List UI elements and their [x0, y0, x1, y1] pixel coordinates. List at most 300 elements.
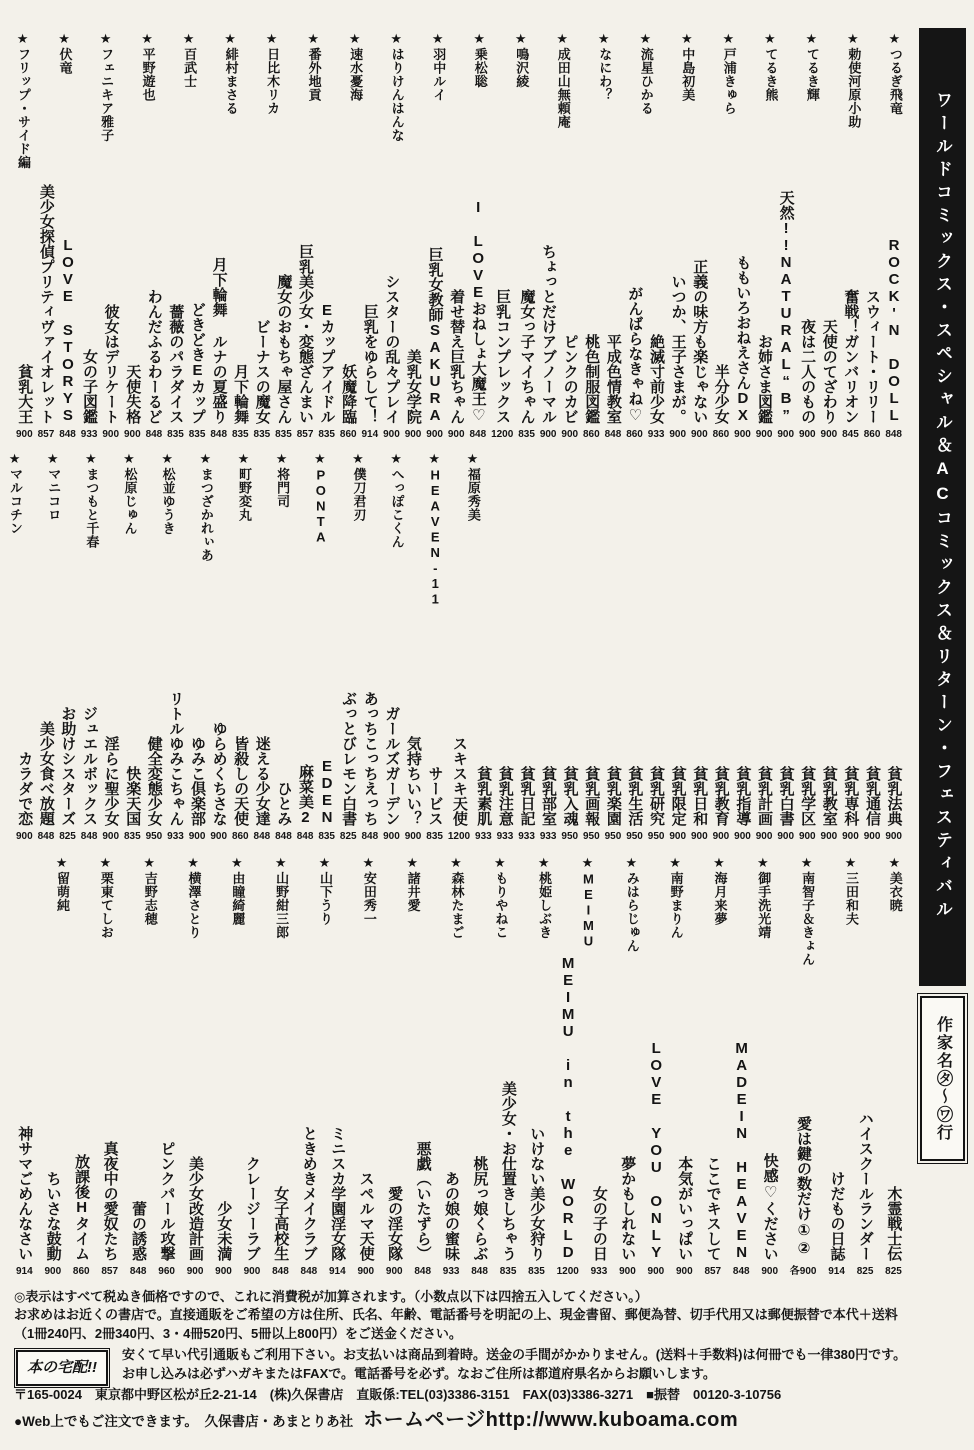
author-name: ★てるき輝 — [804, 32, 820, 102]
book-entry — [59, 237, 76, 440]
book-price: 845 — [842, 429, 859, 440]
title-row-1 — [16, 150, 902, 440]
book-title: ちょっとだけアブノーマル — [540, 244, 558, 424]
book-price: 848 — [253, 831, 271, 842]
book-title: 女の子図鑑 — [81, 349, 98, 424]
book-entry — [561, 334, 578, 440]
book-price: 860 — [712, 429, 730, 440]
book-entry — [210, 257, 227, 440]
book-entry — [857, 1111, 874, 1277]
book-price: 835 — [253, 429, 271, 440]
book-title: 月下輪舞 — [232, 364, 250, 424]
series-banner — [919, 28, 966, 986]
book-entry — [583, 766, 600, 842]
book-title: I LOVEおねしょ大魔王♡ — [469, 199, 487, 424]
book-entry — [130, 1201, 147, 1277]
book-price: 950 — [626, 831, 643, 842]
author-name: ★海月来夢 — [712, 856, 728, 926]
book-title: 魔女のおもちゃ屋さん — [275, 274, 293, 424]
book-title: ひとみ — [275, 781, 293, 826]
book-title: ビーナスの魔女 — [253, 319, 271, 424]
book-price: 900 — [755, 831, 773, 842]
book-title: 天使のてざわり — [820, 319, 838, 424]
book-price: 933 — [590, 1266, 608, 1277]
book-price: 900 — [820, 831, 838, 842]
book-title: 蕾の誘惑 — [130, 1201, 148, 1261]
book-title: 愛の淫女隊 — [386, 1186, 404, 1261]
book-price: 900 — [404, 831, 422, 842]
book-price: 848 — [296, 831, 314, 842]
book-entry — [59, 706, 76, 842]
book-title: 女の子の日 — [590, 1186, 608, 1261]
book-price: 848 — [37, 831, 55, 842]
author-index-label: 作家名㋟～㋻行 — [934, 1015, 952, 1142]
book-price: 860 — [72, 1266, 90, 1277]
author-name: ★三田和夫 — [843, 856, 859, 926]
author-name: ★百武士 — [182, 32, 198, 88]
book-price: 900 — [383, 831, 400, 842]
author-name: ★将門司 — [275, 452, 291, 508]
book-price: 900 — [675, 1266, 693, 1277]
book-entry — [44, 1171, 61, 1277]
book-entry — [734, 255, 751, 440]
book-price: 900 — [215, 1266, 232, 1277]
book-price: 835 — [426, 831, 443, 842]
book-entry — [626, 766, 643, 842]
book-entry — [799, 766, 816, 842]
book-entry — [648, 1040, 665, 1277]
book-entry — [81, 706, 98, 842]
book-entry — [405, 349, 422, 440]
book-entry — [540, 244, 557, 440]
book-entry — [146, 736, 163, 842]
book-title: 貧乳研究 — [648, 766, 665, 826]
book-title: ちいさな鼓動 — [44, 1171, 62, 1261]
author-name: ★MEIMU — [580, 856, 596, 949]
book-price: 848 — [604, 429, 622, 440]
homepage-url: ホームページhttp://www.kuboama.com — [363, 1409, 739, 1432]
book-title: 巨乳コンプレックス — [494, 289, 512, 424]
book-entry — [557, 955, 579, 1277]
book-entry — [842, 289, 859, 440]
book-title: 放課後Hタイム — [73, 1154, 91, 1261]
book-title: 夜は二人のもの — [799, 319, 817, 424]
book-title: 少女未満 — [215, 1201, 233, 1261]
book-title: シスターの乱々プレイ — [383, 274, 401, 424]
book-title: 正義の味方も楽じゃない — [691, 259, 709, 424]
book-entry — [187, 1156, 204, 1277]
author-name: ★まつざかれぃあ — [198, 452, 214, 562]
author-name: ★日比木リカ — [265, 32, 281, 115]
book-price: 900 — [188, 831, 206, 842]
book-title: 貧乳教室 — [820, 766, 838, 826]
mail-order-note: お求めはお近くの書店で。直接通販をご希望の方は住所、氏名、年齢、電話番号を明記の上、現金書留、郵便為替、切手代用又は郵便振替で本代＋送料 — [14, 1307, 898, 1323]
author-name: ★みはらじゅん — [624, 856, 640, 953]
web-order-line — [14, 1406, 964, 1434]
book-price: 835 — [231, 429, 249, 440]
book-price: 900 — [647, 1266, 665, 1277]
book-title: 貧乳楽園 — [604, 766, 622, 826]
book-price: 1200 — [556, 1266, 579, 1277]
author-name: ★横澤さとり — [186, 856, 202, 939]
book-price: 933 — [539, 831, 557, 842]
book-price: 900 — [842, 831, 859, 842]
book-price: 857 — [37, 429, 55, 440]
book-title: 気持ちいい？ — [404, 736, 422, 826]
book-entry — [475, 766, 492, 842]
book-price: 848 — [272, 1266, 289, 1277]
book-price: 900 — [243, 1266, 261, 1277]
author-name: ★番外地貢 — [306, 32, 322, 102]
book-price: 848 — [129, 1266, 147, 1277]
book-entry — [167, 304, 184, 440]
book-title: 美少女食べ放題 — [37, 721, 55, 826]
book-title: EDEN — [318, 758, 336, 826]
book-price: 1200 — [491, 429, 514, 440]
book-title: あっちこっちえっち — [361, 691, 379, 826]
book-entry — [518, 766, 535, 842]
book-title: ときめきメイクラブ — [300, 1126, 318, 1261]
book-title: 貧乳限定 — [669, 766, 687, 826]
book-entry — [669, 274, 686, 440]
book-title: 貧乳日記 — [518, 766, 536, 826]
book-title: 真夜中の愛奴たち — [101, 1141, 119, 1261]
publisher-address: 〒165-0024 東京都中野区松が丘2-21-14 (株)久保書店 直販係:TEL(03)3386-3151 FAX(03)3386-3271 ■振替 00120-3-10756 — [14, 1386, 782, 1402]
book-entry — [272, 1186, 289, 1277]
book-entry — [500, 1081, 517, 1277]
book-entry — [540, 766, 557, 842]
book-price: 933 — [475, 831, 492, 842]
book-entry — [704, 1156, 721, 1277]
book-title: ピンクのカビ — [561, 334, 579, 424]
author-name: ★伏竜 — [57, 32, 73, 75]
delivery-box-label: 本の宅配!! — [16, 1350, 108, 1385]
book-entry — [340, 364, 357, 440]
book-entry — [777, 190, 794, 440]
book-entry — [124, 766, 141, 842]
book-title: MEIMU in the WORLD — [559, 955, 577, 1261]
book-price: 835 — [528, 1266, 545, 1277]
book-price: 900 — [755, 429, 773, 440]
book-entry — [405, 736, 422, 842]
book-price: 860 — [626, 429, 643, 440]
book-title: スキスキ天使 — [450, 736, 468, 826]
book-entry — [386, 1186, 403, 1277]
author-row-2 — [8, 452, 481, 607]
book-price: 860 — [583, 429, 600, 440]
book-price: 900 — [102, 429, 120, 440]
book-entry — [691, 766, 708, 842]
book-title: 天使失格 — [124, 364, 142, 424]
book-price: 900 — [690, 831, 708, 842]
book-entry — [232, 736, 249, 842]
book-title: 桃色制服図鑑 — [583, 334, 601, 424]
author-name: ★由瞳綺麗 — [230, 856, 246, 926]
book-title: スペルマ天使 — [357, 1171, 375, 1261]
author-name: ★緋村まさる — [223, 32, 239, 115]
author-name: ★諸井愛 — [405, 856, 421, 912]
book-title: お助けシスターズ — [59, 706, 77, 826]
author-name: ★松原じゅん — [122, 452, 138, 535]
book-entry — [426, 247, 443, 440]
book-title: 麻菜美2 — [296, 764, 314, 826]
book-price: 835 — [123, 831, 141, 842]
book-price: 914 — [328, 1266, 346, 1277]
author-name: ★成田山無頼庵 — [555, 32, 571, 129]
book-entry — [38, 184, 55, 440]
book-price: 900 — [383, 429, 400, 440]
book-entry — [443, 1171, 460, 1277]
book-title: 木霊戦士伝 — [885, 1186, 903, 1261]
book-price: 848 — [210, 429, 228, 440]
book-entry — [761, 1153, 778, 1277]
book-price: 900 — [186, 1266, 204, 1277]
book-entry — [244, 1156, 261, 1277]
book-title: サービス — [426, 766, 444, 826]
book-title: ROCK'N DOLL — [885, 237, 903, 424]
book-entry — [362, 691, 379, 842]
book-price: 各900 — [789, 1266, 817, 1277]
book-price: 900 — [561, 429, 579, 440]
author-name: ★留萌純 — [55, 856, 71, 912]
book-entry — [297, 244, 314, 440]
book-title: 本気がいっぱい — [676, 1156, 694, 1261]
book-entry — [790, 1116, 817, 1277]
book-price: 825 — [856, 1266, 874, 1277]
book-price: 835 — [518, 429, 535, 440]
book-title: あの娘の蜜味 — [443, 1171, 461, 1261]
web-order-prefix: ●Web上でもご注文できます。 久保書店・あまとりあ社 — [14, 1414, 354, 1430]
book-entry — [232, 364, 249, 440]
book-entry — [885, 1186, 902, 1277]
author-row-3 — [55, 856, 902, 1006]
book-price: 1200 — [447, 831, 471, 842]
book-entry — [669, 766, 686, 842]
book-entry — [619, 1156, 636, 1277]
book-title: ピンクパール攻撃 — [158, 1141, 176, 1261]
book-title: 貧乳日和 — [691, 766, 709, 826]
author-name: ★マニコロ — [46, 452, 62, 522]
book-title: 貧乳画報 — [583, 766, 601, 826]
book-entry — [73, 1154, 90, 1277]
book-title: 貧乳生活 — [626, 766, 644, 826]
book-title: 美乳女学院 — [404, 349, 422, 424]
book-price: 835 — [499, 1266, 517, 1277]
book-price: 900 — [820, 429, 838, 440]
book-entry — [528, 1126, 545, 1277]
book-title: 淫らに聖少女 — [102, 736, 120, 826]
series-title: ワールドコミックス・スペシャル＆ACコミックス＆リターン・フェスティバル — [933, 91, 952, 923]
author-name: ★つるぎ飛竜 — [887, 32, 903, 115]
book-title: けだもの日誌 — [828, 1171, 846, 1261]
book-title: 夢かもしれない — [619, 1156, 637, 1261]
book-price: 914 — [361, 429, 379, 440]
book-price: 857 — [101, 1266, 119, 1277]
author-name: ★松並ゆうき — [160, 452, 176, 535]
book-entry — [383, 274, 400, 440]
book-title: 皆殺しの天使 — [232, 736, 250, 826]
book-title: ぶっとびレモン白書 — [340, 691, 358, 826]
book-entry — [471, 1156, 488, 1277]
book-title: ミニスカ学園淫女隊 — [329, 1126, 347, 1261]
book-entry — [561, 766, 578, 842]
book-title: 貧乳大王 — [16, 364, 34, 424]
author-name: ★栗東てしお — [98, 856, 114, 939]
author-name: ★勅使河原小助 — [846, 32, 862, 129]
book-entry — [469, 199, 486, 440]
book-price: 900 — [44, 1266, 62, 1277]
book-title: 快感♡ください — [761, 1153, 779, 1261]
book-price: 900 — [210, 831, 228, 842]
book-entry — [329, 1126, 346, 1277]
title-row-2 — [16, 636, 902, 842]
book-price: 900 — [16, 831, 33, 842]
book-title: 半分少女 — [712, 364, 730, 424]
book-entry — [124, 364, 141, 440]
book-price: 933 — [647, 429, 665, 440]
book-price: 900 — [669, 429, 687, 440]
book-title: 美少女改造計画 — [186, 1156, 204, 1261]
author-name: ★速水憂海 — [348, 32, 364, 102]
book-entry — [210, 721, 227, 842]
book-title: 貧乳法典 — [885, 766, 903, 826]
book-price: 825 — [885, 1266, 902, 1277]
book-price: 933 — [442, 1266, 460, 1277]
book-title: 着せ替え巨乳ちゃん — [448, 289, 466, 424]
book-title: リトルゆみこちゃん — [167, 691, 185, 826]
book-title: ハイスクールランダー — [856, 1111, 874, 1261]
book-entry — [842, 766, 859, 842]
book-entry — [275, 274, 292, 440]
book-entry — [158, 1141, 175, 1277]
book-entry — [297, 764, 314, 842]
book-title: 奮戦！ガンバリオン — [842, 289, 860, 424]
book-price: 835 — [318, 831, 335, 842]
book-price: 900 — [885, 831, 902, 842]
book-title: 巨乳女教師SAKURA — [426, 247, 444, 424]
book-title: 薔薇のパラダイス — [167, 304, 185, 424]
book-entry — [38, 721, 55, 842]
book-entry — [254, 319, 271, 440]
author-name: ★もりやねこ — [493, 856, 509, 939]
author-name: ★てるき熊 — [763, 32, 779, 102]
book-title: カラダで恋 — [16, 751, 34, 826]
book-price: 848 — [885, 429, 902, 440]
book-price: 825 — [59, 831, 76, 842]
book-entry — [691, 259, 708, 440]
book-entry — [648, 334, 665, 440]
book-entry — [357, 1171, 374, 1277]
book-title: 貧乳素肌 — [475, 766, 493, 826]
book-title: 妖魔降臨 — [340, 364, 358, 424]
book-title: 桃尻っ娘くらぶ — [471, 1156, 489, 1261]
book-entry — [864, 289, 881, 440]
book-price: 835 — [275, 429, 292, 440]
book-entry — [497, 766, 514, 842]
author-name: ★平野遊也 — [140, 32, 156, 102]
author-name: ★はりけんはんな — [389, 32, 405, 142]
book-entry — [81, 349, 98, 440]
author-name: ★戸浦きゅら — [721, 32, 737, 115]
book-entry — [885, 766, 902, 842]
book-price: 860 — [339, 429, 357, 440]
book-entry — [756, 766, 773, 842]
book-price: 860 — [231, 831, 249, 842]
book-entry — [340, 691, 357, 842]
book-price: 835 — [167, 429, 184, 440]
book-title: ジュエルボックス — [81, 706, 98, 826]
book-price: 950 — [561, 831, 579, 842]
author-name: ★安田秀一 — [361, 856, 377, 926]
book-entry — [102, 736, 119, 842]
book-entry — [318, 758, 335, 842]
book-price: 848 — [80, 831, 98, 842]
book-title: 神サマごめんなさい — [16, 1126, 34, 1261]
book-entry — [605, 334, 622, 440]
book-title: 貧乳入魂 — [561, 766, 579, 826]
book-title: 快楽天国 — [124, 766, 142, 826]
book-price: 950 — [583, 831, 600, 842]
book-title: スウィート・リリー — [863, 289, 881, 424]
book-price: 900 — [619, 1266, 636, 1277]
book-price: 900 — [539, 429, 557, 440]
book-title: いつか、王子さまが。 — [669, 274, 687, 424]
book-title: 貧乳教育 — [712, 766, 730, 826]
book-price: 848 — [145, 429, 163, 440]
book-title: クレージーラブ — [243, 1156, 261, 1261]
book-price: 835 — [318, 429, 335, 440]
book-title: どきどきEカップ — [188, 302, 206, 424]
book-entry — [885, 237, 902, 440]
author-name: ★南野まりん — [668, 856, 684, 939]
book-price: 848 — [275, 831, 292, 842]
book-title: MADEIN HEAVEN — [733, 1040, 751, 1261]
book-price: 860 — [863, 429, 881, 440]
book-entry — [733, 1040, 750, 1277]
book-title: 美少女・お仕置きしちゃう — [499, 1081, 517, 1261]
author-name: ★羽中ルイ — [431, 32, 447, 102]
author-name: ★フェニキア雅子 — [99, 32, 115, 142]
book-entry — [102, 304, 119, 440]
author-name: ★御手洗光靖 — [756, 856, 772, 939]
book-entry — [318, 302, 335, 440]
book-entry — [146, 289, 163, 440]
book-price: 900 — [712, 831, 730, 842]
book-price: 900 — [404, 429, 422, 440]
author-name: ★美衣暁 — [887, 856, 903, 912]
book-title: 貧乳計画 — [755, 766, 773, 826]
book-title: がんばらなきゃね♡ — [626, 286, 644, 424]
book-price: 848 — [300, 1266, 318, 1277]
book-entry — [448, 736, 470, 842]
book-title: 絶滅寸前少女 — [648, 334, 665, 424]
book-price: 900 — [669, 831, 687, 842]
book-entry — [491, 289, 513, 440]
book-price: 950 — [145, 831, 163, 842]
author-name: ★中島初美 — [680, 32, 696, 102]
book-entry — [821, 319, 838, 440]
delivery-line-1: 安くて早い代引通販もご利用下さい。お支払いは商品到着時。送金の手間がかかりません。(送料＋手数料)は何冊でも一律380円です。 — [122, 1347, 907, 1363]
book-entry — [215, 1201, 232, 1277]
book-entry — [16, 1126, 33, 1277]
book-price: 900 — [447, 429, 465, 440]
book-price: 950 — [647, 831, 665, 842]
delivery-text — [122, 1346, 906, 1383]
book-price: 848 — [361, 831, 379, 842]
book-entry — [777, 766, 794, 842]
delivery-line-2: お申し込みは必ずハガキまたはFAXで。電話番号を必ず。なおご住所は都道府県名からお願いします。 — [122, 1365, 716, 1381]
book-price: 900 — [102, 831, 120, 842]
